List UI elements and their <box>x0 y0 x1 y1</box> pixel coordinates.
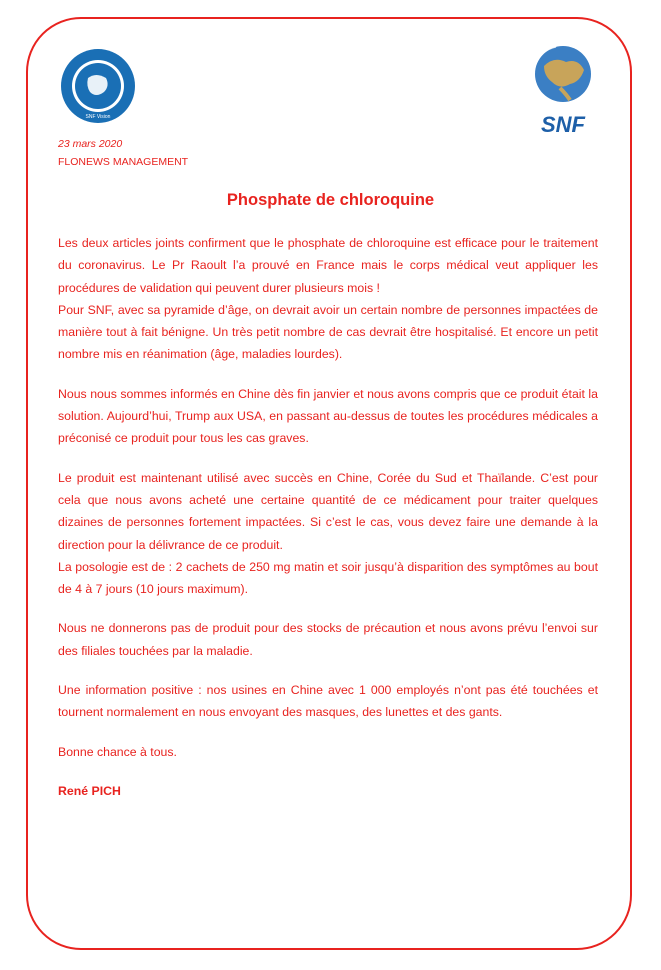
document-department: FLONEWS MANAGEMENT <box>58 156 189 168</box>
snf-vision-logo <box>60 48 136 124</box>
paragraph-6: Nous ne donnerons pas de produit pour des stocks de précaution et nous avons prévu l’envoi sur des filiales touchées par la maladie. <box>58 621 598 658</box>
paragraph-5: La posologie est de : 2 cachets de 250 mg matin et soir jusqu’à disparition des symptômes au bout de 4 à 7 jours (10 jours maximum). <box>58 559 598 597</box>
paragraph-1: Les deux articles joints confirment que le phosphate de chloroquine est efficace pour le traitement du coronavirus. Le Pr Raoult l’a prouvé en France mais le corps médical veut appliquer les procédures de validation qui peuvent durer plusieurs mois ! <box>58 236 598 295</box>
left-logo-text: SNF Vision <box>85 114 111 120</box>
paragraph-8: Bonne chance à tous. <box>58 744 177 759</box>
document-body <box>58 232 598 819</box>
document-date: 23 mars 2020 <box>58 138 123 150</box>
snf-logo <box>530 44 596 139</box>
document-meta <box>58 135 188 171</box>
paragraph-3: Nous nous sommes informés en Chine dès fin janvier et nous avons compris que ce produit était la solution. Aujourd’hui, Trump aux USA, en passant au-dessus de toutes les procédures médicales a préconisé ce produit pour tous les cas graves. <box>58 386 598 446</box>
document-title: Phosphate de chloroquine <box>226 191 435 209</box>
paragraph-2: Pour SNF, avec sa pyramide d’âge, on devrait avoir un certain nombre de personnes impactées de manière tout à fait bénigne. Un très petit nombre de cas devrait être hospitalisé. Et encore un petit nombre mis en réanimation (âge, maladies lourdes). <box>58 302 598 362</box>
right-logo-text: SNF <box>541 112 585 137</box>
paragraph-4: Le produit est maintenant utilisé avec succès en Chine, Corée du Sud et Thaïlande. C’est pour cela que nous avons acheté une certaine quantité de ce médicament pour traiter quelques dizaines de personnes fortement impactées. Si c’est le cas, vous devez faire une demande à la direction pour la délivrance de ce produit. <box>58 470 598 552</box>
signature: René PICH <box>58 783 121 798</box>
paragraph-7: Une information positive : nos usines en Chine avec 1 000 employés n’ont pas été touchées et tournent normalement en nous envoyant des masques, des lunettes et des gants. <box>58 683 598 720</box>
